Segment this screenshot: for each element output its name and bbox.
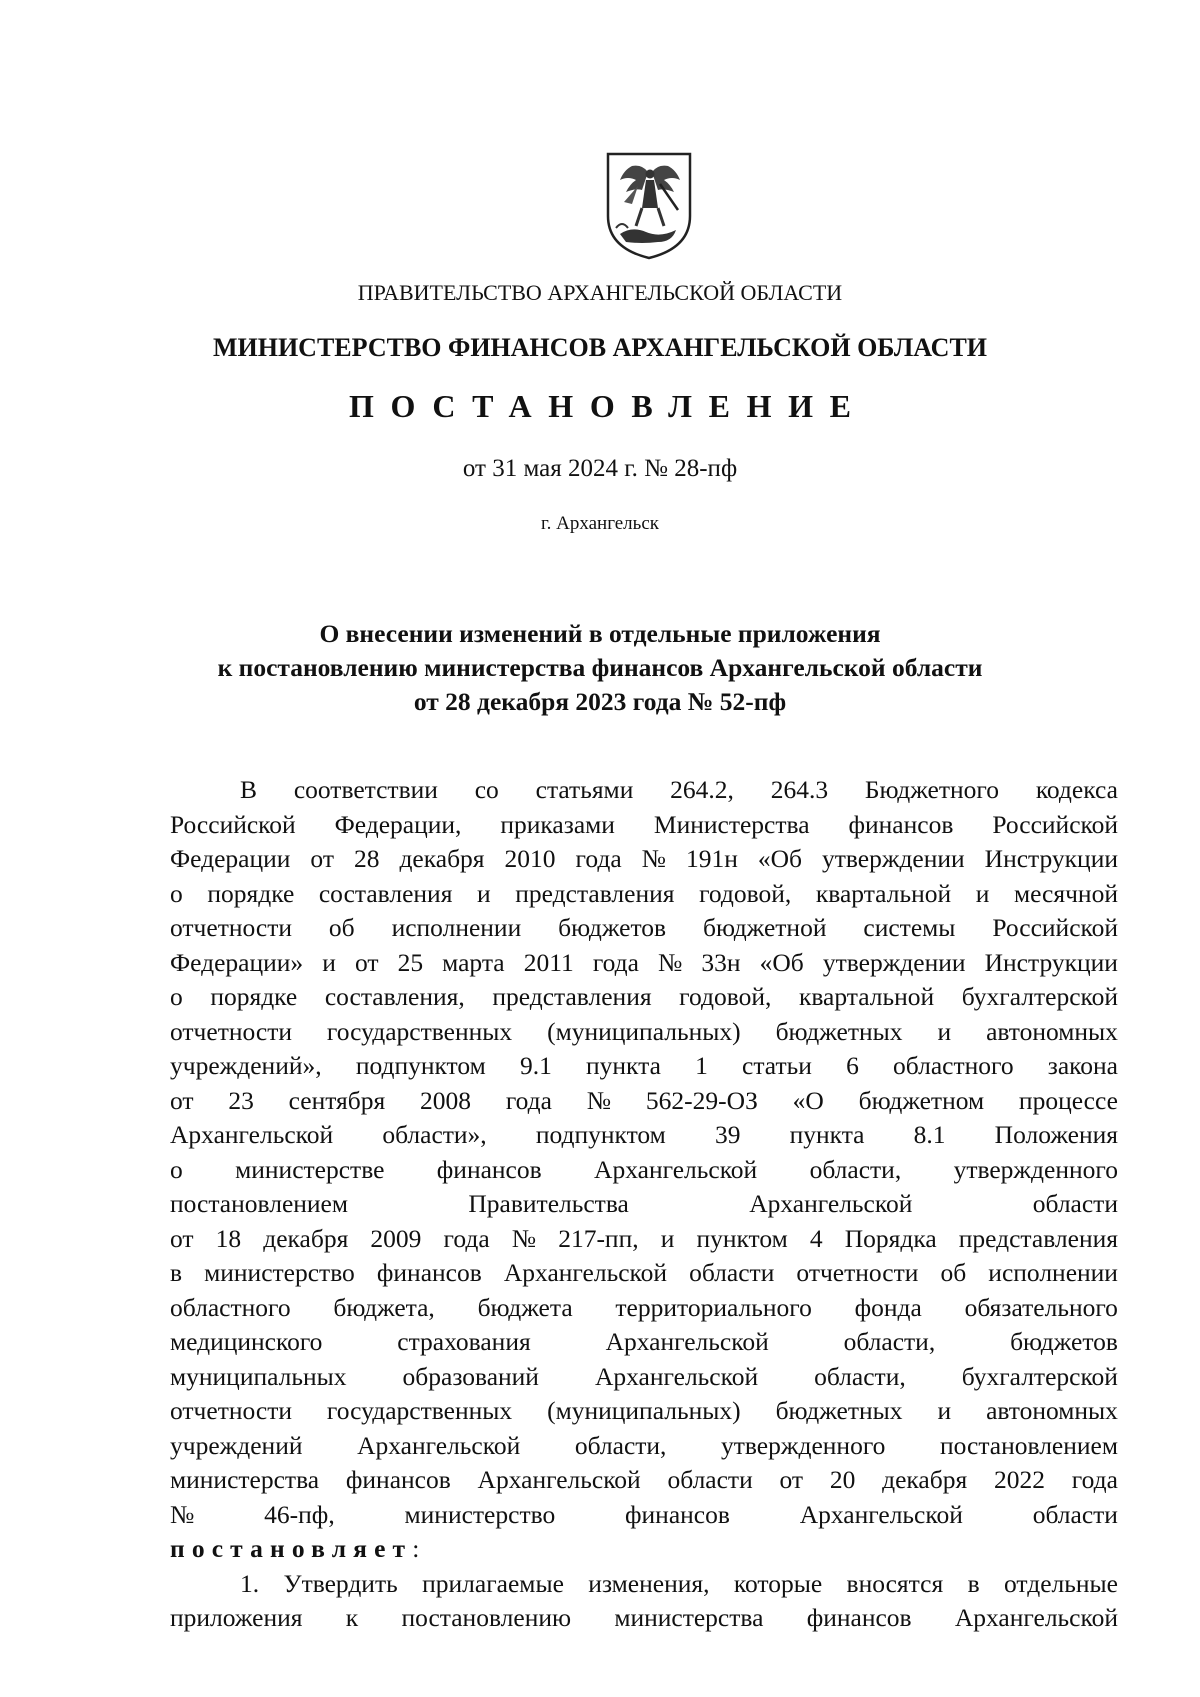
word: области,	[843, 1327, 936, 1356]
word: №	[511, 1223, 537, 1253]
text-line	[170, 1049, 1118, 1084]
word: года	[443, 1223, 490, 1253]
word: исполнении	[391, 913, 522, 942]
resolves-line	[170, 1532, 1118, 1567]
item-1-paragraph	[170, 1567, 1118, 1636]
word: 191н	[685, 844, 738, 873]
word: областного	[170, 1292, 291, 1322]
word: Утвердить	[283, 1568, 398, 1598]
word: представления	[958, 1223, 1118, 1253]
date-and-number: от 31 мая 2024 г. № 28-пф	[462, 455, 738, 482]
word: области,	[809, 1154, 902, 1184]
word: и	[660, 1223, 675, 1253]
word: Министерства	[653, 809, 810, 839]
word: территориального	[615, 1292, 812, 1322]
word: Правительства	[468, 1189, 629, 1218]
word: министерство	[204, 1258, 355, 1287]
government-title: ПРАВИТЕЛЬСТВО АРХАНГЕЛЬСКОЙ ОБЛАСТИ	[357, 280, 843, 305]
word: 9.1	[519, 1051, 552, 1080]
word: об	[328, 913, 355, 942]
word: Архангельской	[594, 1154, 758, 1184]
text-line	[170, 1567, 1118, 1602]
word: области,	[814, 1361, 906, 1391]
document-subject	[150, 617, 1050, 719]
word: годовой,	[679, 982, 772, 1011]
text-line	[170, 1187, 1118, 1222]
word: 2009	[370, 1223, 422, 1253]
word: отчетности	[170, 1396, 292, 1425]
word: года	[592, 947, 639, 977]
ministry-title: МИНИСТЕРСТВО ФИНАНСОВ АРХАНГЕЛЬСКОЙ ОБЛАСТИ	[212, 333, 988, 362]
coat-of-arms-emblem	[602, 150, 696, 262]
word: 264.2,	[670, 775, 734, 804]
word: декабря	[399, 844, 485, 873]
word: финансов	[848, 809, 954, 839]
word: составления,	[324, 982, 465, 1011]
word: областного	[893, 1051, 1014, 1080]
word: отчетности	[170, 1016, 292, 1046]
word: бюджетов	[558, 913, 667, 942]
word: Архангельской	[605, 1327, 769, 1356]
word: бюджетов	[1010, 1327, 1118, 1356]
word: 46-пф,	[264, 1499, 335, 1529]
word: 1.	[240, 1568, 260, 1598]
word: 18	[215, 1223, 242, 1253]
word: бюджетных	[775, 1396, 903, 1425]
word: Федерации,	[334, 809, 462, 839]
word: представления	[492, 982, 652, 1011]
word: в	[967, 1568, 980, 1598]
word: учреждений»,	[170, 1051, 322, 1080]
word: Архангельской	[594, 1361, 759, 1391]
word: 4	[809, 1223, 823, 1253]
word: области	[689, 1258, 775, 1287]
word: 25	[397, 947, 424, 977]
word: отдельные	[1004, 1568, 1118, 1598]
word: закона	[1047, 1051, 1118, 1080]
word: от	[779, 1465, 804, 1494]
word: статьи	[742, 1051, 812, 1080]
word: утвержденного	[953, 1154, 1118, 1184]
word: порядке	[207, 878, 295, 908]
word: бюджета	[477, 1292, 573, 1322]
word: учреждений	[170, 1430, 303, 1460]
word: приложения	[170, 1603, 303, 1632]
word: изменения,	[588, 1568, 710, 1598]
word: исполнении	[988, 1258, 1118, 1287]
word: от	[170, 1223, 194, 1253]
word: министерства	[170, 1465, 320, 1494]
word: со	[474, 775, 499, 804]
word: области	[1032, 1189, 1118, 1218]
word: подпунктом	[535, 1120, 666, 1149]
word: №	[170, 1499, 195, 1529]
word: утверждении	[822, 947, 966, 977]
word: 8.1	[913, 1120, 946, 1149]
word: Положения	[994, 1120, 1118, 1149]
word: в	[170, 1258, 183, 1287]
word: автономных	[986, 1016, 1118, 1046]
word: подпунктом	[355, 1051, 486, 1080]
word: 6	[846, 1051, 859, 1080]
word: которые	[733, 1568, 823, 1598]
word: бухгалтерской	[961, 982, 1118, 1011]
text-line	[170, 1325, 1118, 1360]
resolves-colon: :	[412, 1534, 420, 1563]
word: области,	[574, 1430, 667, 1460]
word: о	[170, 1154, 183, 1184]
word: месячной	[1013, 878, 1118, 908]
word: кодекса	[1035, 775, 1118, 804]
word: медицинского	[170, 1327, 323, 1356]
text-line	[170, 911, 1118, 946]
text-line	[170, 1429, 1118, 1464]
word: декабря	[263, 1223, 349, 1253]
word: от	[354, 947, 379, 977]
word: Российской	[992, 913, 1118, 942]
word: финансов	[806, 1603, 912, 1632]
text-line	[170, 842, 1118, 877]
preamble-paragraph	[170, 773, 1118, 1532]
word: утверждении	[821, 844, 965, 873]
word: (муниципальных)	[547, 1396, 741, 1425]
word: прилагаемые	[422, 1568, 564, 1598]
word: и	[477, 878, 491, 908]
word: финансов	[345, 1465, 451, 1494]
text-line	[170, 1118, 1118, 1153]
word: Архангельской	[357, 1430, 521, 1460]
text-line	[170, 946, 1118, 981]
word: квартальной	[798, 982, 935, 1011]
word: и	[322, 947, 336, 977]
word: статьями	[535, 775, 634, 804]
word: 2010	[504, 844, 556, 873]
document-type-title: ПОСТАНОВЛЕНИЕ	[348, 388, 868, 424]
text-line	[170, 1153, 1118, 1188]
word: Архангельской	[503, 1258, 668, 1287]
word: 2008	[420, 1085, 472, 1115]
text-line	[170, 773, 1118, 808]
text-line	[170, 808, 1118, 843]
word: Федерации»	[170, 947, 304, 977]
word: Архангельской	[954, 1603, 1118, 1632]
word: Инструкции	[984, 947, 1118, 977]
word: образований	[402, 1361, 539, 1391]
word: отчетности	[796, 1258, 919, 1287]
word: постановлением	[170, 1189, 349, 1218]
word: финансов	[436, 1154, 542, 1184]
word: вносятся	[846, 1568, 944, 1598]
word: Федерации	[170, 844, 291, 873]
word: Российской	[170, 809, 296, 839]
word: года	[1071, 1465, 1118, 1494]
word: Архангельской	[170, 1120, 334, 1149]
word: области»,	[382, 1120, 487, 1149]
word: о	[170, 878, 183, 908]
word: страхования	[397, 1327, 531, 1356]
word: Российской	[992, 809, 1118, 839]
word: министерства	[614, 1603, 764, 1632]
word: пунктом	[696, 1223, 788, 1253]
word: министерство	[404, 1499, 556, 1529]
subject-line: О внесении изменений в отдельные приложения	[319, 619, 881, 648]
word: №	[586, 1085, 612, 1115]
text-line	[170, 1256, 1118, 1291]
word: декабря	[882, 1465, 968, 1494]
word: квартальной	[815, 878, 952, 908]
word: процессе	[1018, 1085, 1118, 1115]
word: (муниципальных)	[547, 1016, 741, 1046]
word: В	[240, 775, 258, 804]
word: бюджетных	[775, 1016, 903, 1046]
word: 2011	[523, 947, 574, 977]
word: соответствии	[293, 775, 438, 804]
word: 23	[228, 1085, 254, 1115]
word: и	[937, 1396, 952, 1425]
word: и	[975, 878, 990, 908]
word: финансов	[376, 1258, 482, 1287]
text-line	[170, 1084, 1118, 1119]
word: 1	[695, 1051, 708, 1080]
word: к	[345, 1603, 359, 1632]
word: года	[505, 1085, 552, 1115]
word: системы	[863, 913, 956, 942]
text-line	[170, 1498, 1118, 1533]
word: пункта	[586, 1051, 661, 1080]
word: 28	[353, 844, 380, 873]
word: «О	[792, 1085, 824, 1115]
word: области	[667, 1465, 753, 1494]
subject-line: к постановлению министерства финансов Архангельской области	[217, 653, 983, 682]
word: Архангельской	[477, 1465, 641, 1494]
word: порядке	[210, 982, 298, 1011]
word: №	[641, 844, 666, 873]
word: автономных	[986, 1396, 1118, 1425]
word: пункта	[789, 1120, 865, 1149]
word: о	[170, 982, 183, 1011]
word: постановлению	[401, 1603, 572, 1632]
word: «Об	[759, 947, 804, 977]
word: от	[170, 1085, 194, 1115]
word: 2022	[994, 1465, 1045, 1494]
word: Архангельской	[749, 1189, 913, 1218]
word: министерстве	[235, 1154, 385, 1184]
text-line	[170, 980, 1118, 1015]
word: года	[575, 844, 622, 873]
text-line	[170, 1601, 1118, 1636]
text-line	[170, 1015, 1118, 1050]
word: государственных	[326, 1396, 513, 1425]
word: бюджета,	[333, 1292, 435, 1322]
text-line	[170, 1222, 1118, 1257]
word: Бюджетного	[864, 775, 999, 804]
word: финансов	[625, 1499, 730, 1529]
word: приказами	[500, 809, 615, 839]
word: муниципальных	[170, 1361, 347, 1391]
word: 39	[714, 1120, 741, 1149]
word: составления	[318, 878, 453, 908]
word: государственных	[326, 1016, 513, 1046]
word: утвержденного	[721, 1430, 886, 1460]
word: бюджетном	[858, 1085, 985, 1115]
word: обязательного	[964, 1292, 1118, 1322]
word: бюджетной	[702, 913, 827, 942]
word: фонда	[854, 1292, 922, 1322]
word: и	[937, 1016, 952, 1046]
document-body	[170, 773, 1118, 1636]
text-line	[170, 1291, 1118, 1326]
word: области	[1032, 1499, 1118, 1529]
word: 20	[829, 1465, 856, 1494]
word: Инструкции	[984, 844, 1118, 873]
word: 562-29-ОЗ	[645, 1085, 758, 1115]
subject-line: от 28 декабря 2023 года № 52-пф	[413, 687, 787, 716]
word: 217-пп,	[558, 1223, 639, 1253]
word: марта	[442, 947, 505, 977]
text-line	[170, 877, 1118, 912]
word: «Об	[757, 844, 802, 873]
word: об	[940, 1258, 967, 1287]
resolves-word: постановляет	[170, 1534, 413, 1563]
word: годовой,	[699, 878, 792, 908]
word: 33н	[701, 947, 741, 977]
word: постановлением	[939, 1430, 1118, 1460]
word: №	[658, 947, 683, 977]
word: представления	[515, 878, 675, 908]
text-line	[170, 1360, 1118, 1395]
word: бухгалтерской	[961, 1361, 1118, 1391]
word: сентября	[288, 1085, 386, 1115]
text-line	[170, 1394, 1118, 1429]
word: от	[310, 844, 334, 873]
word: Архангельской	[799, 1499, 963, 1529]
word: Порядка	[844, 1223, 937, 1253]
word: 264.3	[770, 775, 829, 804]
text-line	[170, 1463, 1118, 1498]
city-name: г. Архангельск	[540, 513, 659, 534]
word: отчетности	[170, 913, 292, 942]
